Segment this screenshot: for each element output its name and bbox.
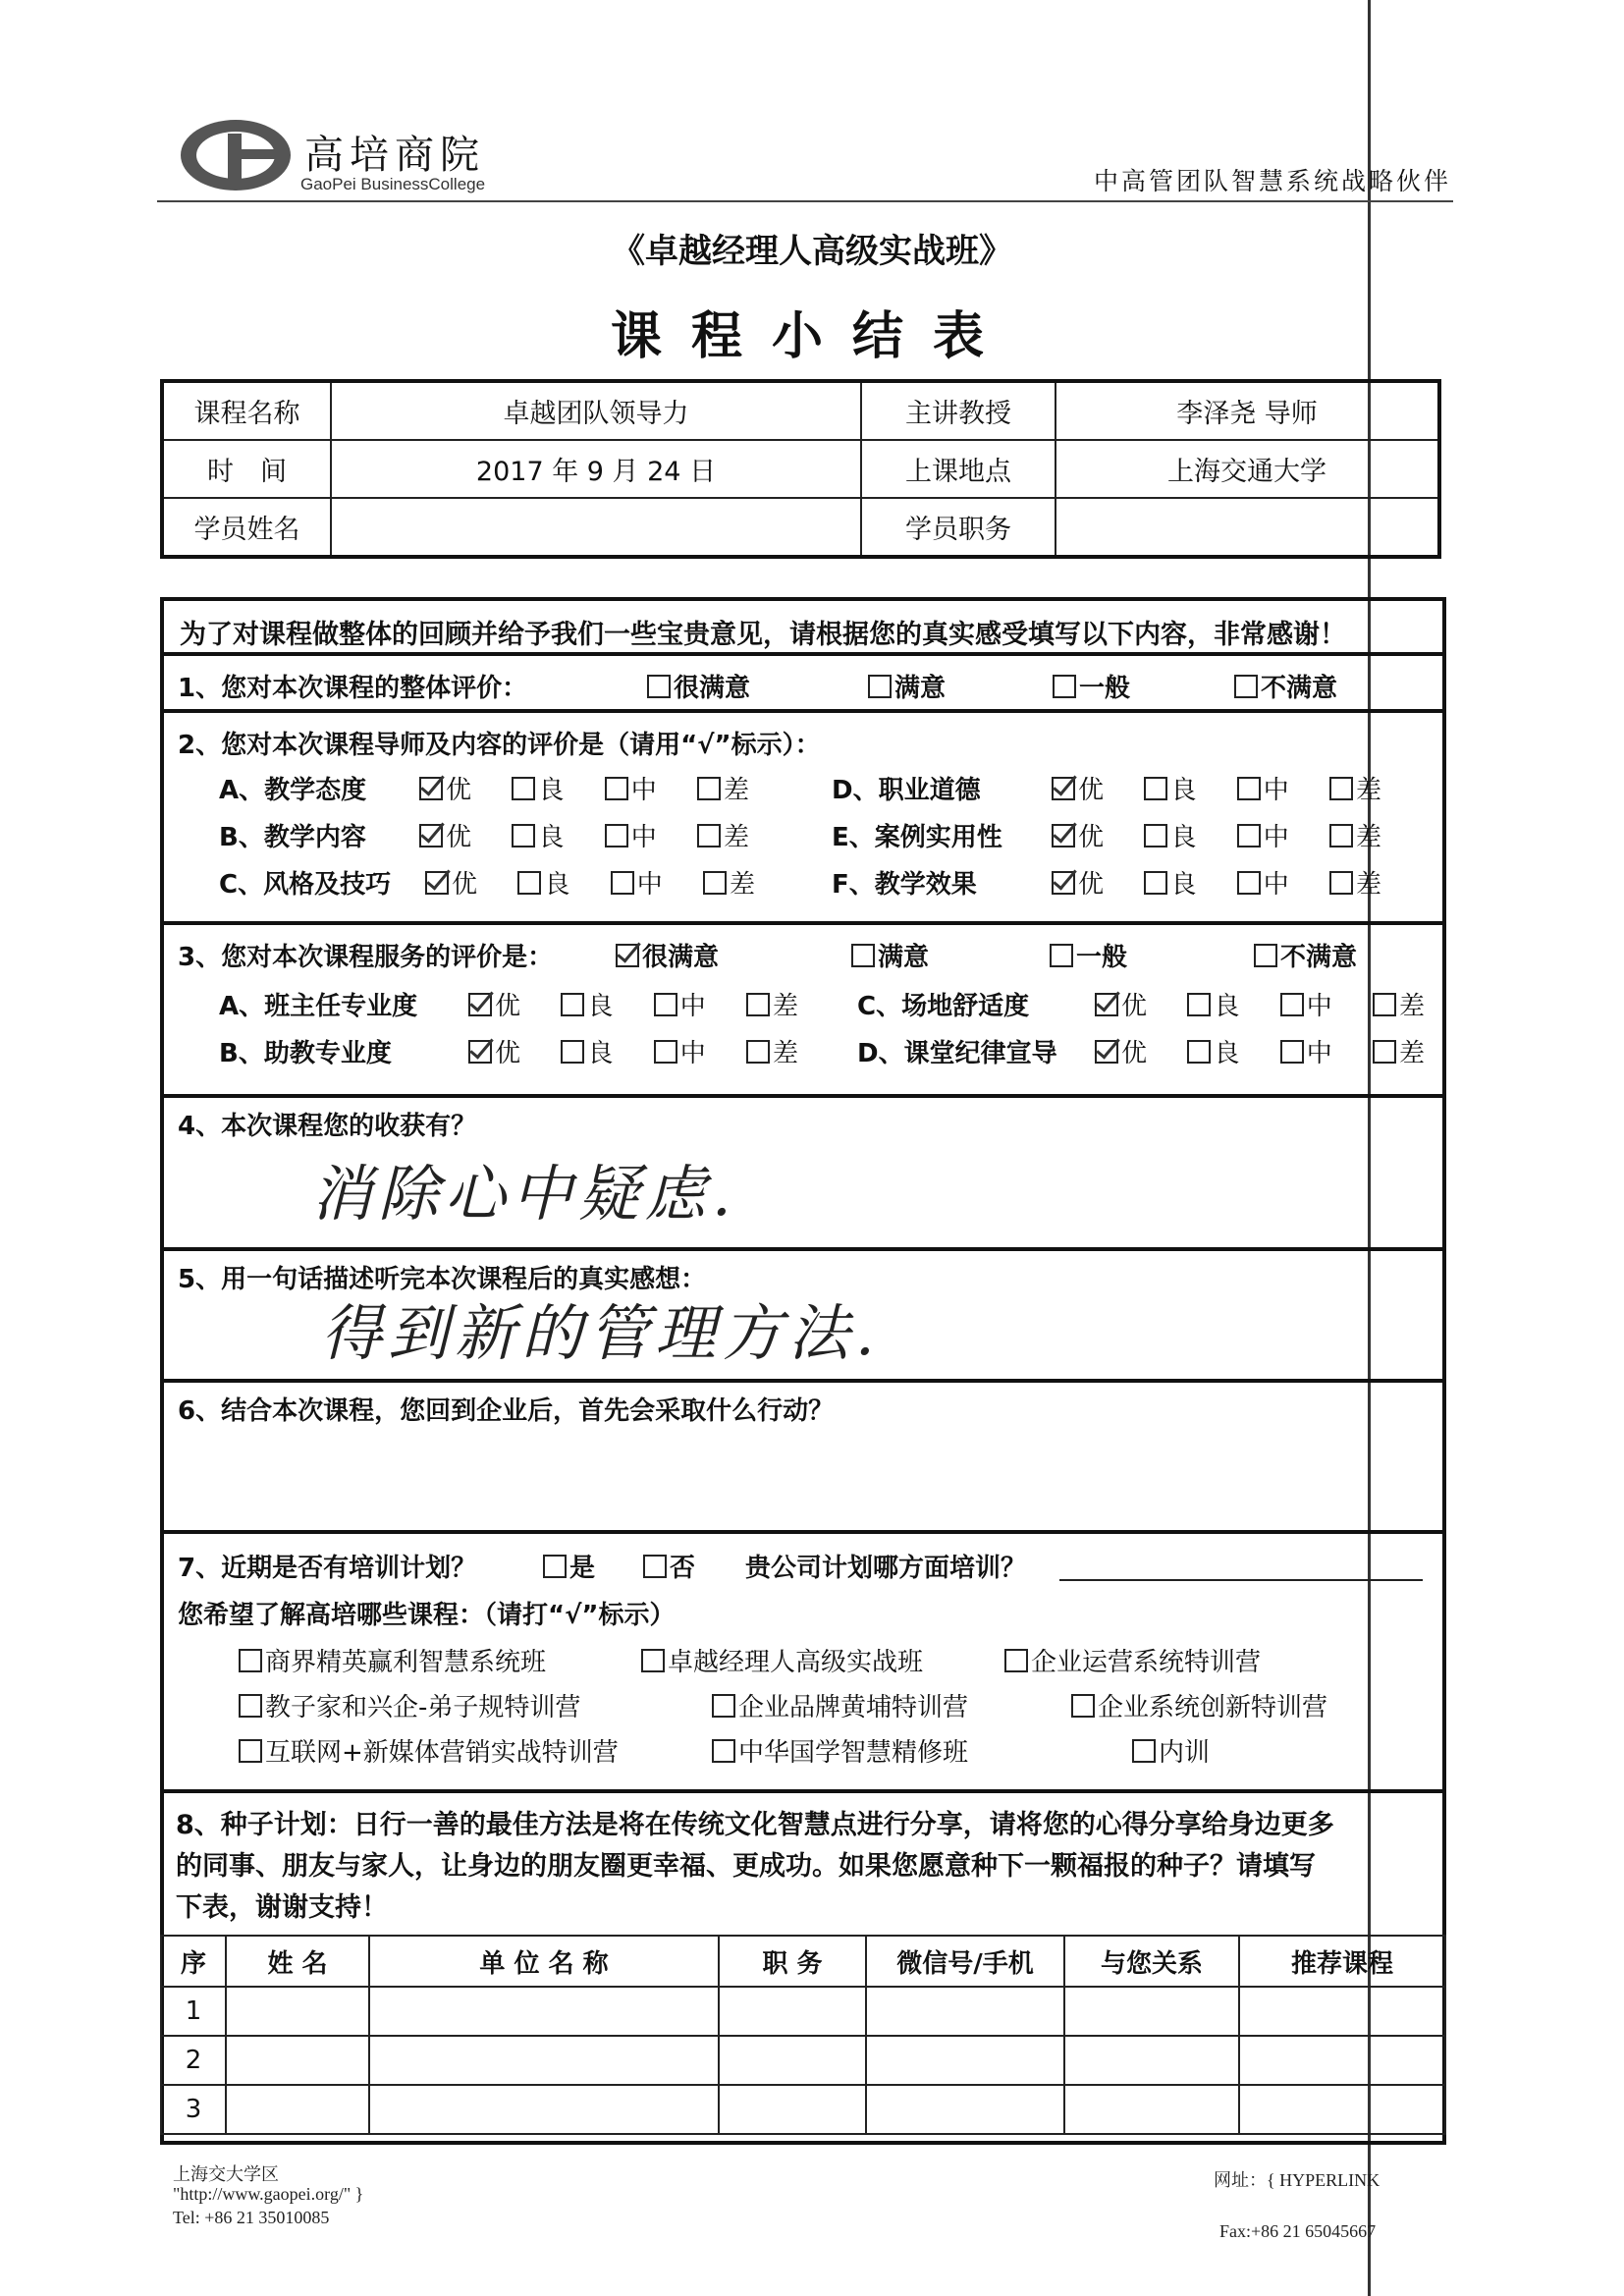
q2-d-grades[interactable]: 优 良 中 差 <box>1052 770 1381 806</box>
course-option-1[interactable]: 商界精英赢利智慧系统班 <box>239 1642 546 1678</box>
q3-option-dissatisfied[interactable]: 不满意 <box>1254 937 1357 973</box>
cell-name[interactable] <box>226 1987 369 2036</box>
checkbox-icon <box>561 1040 584 1064</box>
q2-c-grades[interactable]: 优 良 中 差 <box>425 864 755 901</box>
q3-c-grades[interactable]: 优 良 中 差 <box>1095 986 1425 1022</box>
course-option-2[interactable]: 卓越经理人高级实战班 <box>641 1642 923 1678</box>
survey-box <box>160 597 1446 2145</box>
q7-text: 7、近期是否有培训计划？ <box>178 1554 477 1583</box>
checked-box-icon <box>425 871 449 895</box>
checkbox-icon <box>703 871 727 895</box>
q3-item-b: B、助教专业度 <box>219 1039 392 1068</box>
q2-f-grades[interactable]: 优 良 中 差 <box>1052 864 1381 901</box>
q4-text: 4、本次课程您的收获有？ <box>178 1112 477 1141</box>
seed-table-header-row <box>161 1936 1445 1987</box>
q8-line-3: 下表，谢谢支持！ <box>176 1892 388 1923</box>
q1-text: 1、您对本次课程的整体评价： <box>178 674 528 703</box>
checkbox-icon <box>868 675 892 698</box>
time-label: 时 间 <box>162 440 331 498</box>
col-header-wechat-phone: 微信号/手机 <box>866 1936 1064 1987</box>
q1-option-dissatisfied[interactable]: 不满意 <box>1234 668 1337 704</box>
row-index: 1 <box>161 1987 226 2036</box>
student-position-field[interactable] <box>1056 498 1439 557</box>
course-option-6[interactable]: 企业系统创新特训营 <box>1071 1687 1327 1723</box>
q2-e-grades[interactable]: 优 良 中 差 <box>1052 817 1381 853</box>
q3-a-grades[interactable]: 优 良 中 差 <box>468 986 798 1022</box>
row-index: 3 <box>161 2085 226 2134</box>
checkbox-icon <box>643 1555 667 1578</box>
q7-which-training-label: 贵公司计划哪方面培训？ <box>745 1554 1027 1583</box>
q2-item-a: A、教学态度 <box>219 776 367 805</box>
teacher-value: 李泽尧 导师 <box>1056 381 1439 440</box>
cell-company[interactable] <box>369 2036 719 2085</box>
checkbox-icon <box>512 824 535 847</box>
col-header-company: 单 位 名 称 <box>369 1936 719 1987</box>
cell-company[interactable] <box>369 1987 719 2036</box>
q4-handwritten-answer[interactable]: 消除心中疑虑. <box>311 1158 737 1230</box>
course-option-4[interactable]: 教子家和兴企-弟子规特训营 <box>239 1687 580 1723</box>
checkbox-icon <box>641 1649 665 1672</box>
checkbox-icon <box>1144 777 1167 800</box>
q2-section <box>164 709 1442 921</box>
q7-option-yes[interactable]: 是 <box>543 1548 595 1584</box>
checkbox-icon <box>697 824 721 847</box>
course-option-5[interactable]: 企业品牌黄埔特训营 <box>712 1687 968 1723</box>
q5-section <box>164 1247 1442 1379</box>
checkbox-icon <box>1234 675 1258 698</box>
q5-handwritten-answer[interactable]: 得到新的管理方法. <box>321 1297 881 1369</box>
q2-item-e: E、案例实用性 <box>832 823 1002 852</box>
footer-fax: Fax:+86 21 65045667 <box>1219 2221 1377 2241</box>
q8-section <box>164 1789 1442 1939</box>
q2-item-b: B、教学内容 <box>219 823 366 852</box>
q4-section <box>164 1094 1442 1247</box>
cell-relationship[interactable] <box>1064 1987 1239 2036</box>
checked-box-icon <box>1052 777 1075 800</box>
brand-name-en: GaoPei BusinessCollege <box>300 175 486 193</box>
checkbox-icon <box>239 1649 262 1672</box>
checkbox-icon <box>746 1040 770 1064</box>
course-option-9[interactable]: 内训 <box>1132 1732 1210 1769</box>
checkbox-icon <box>851 944 875 967</box>
q8-line-2: 的同事、朋友与家人，让身边的朋友圈更幸福、更成功。如果您愿意种下一颗福报的种子？请填写 <box>176 1851 1316 1882</box>
footer-tel: Tel: +86 21 35010085 <box>173 2208 330 2227</box>
cell-course[interactable] <box>1239 2085 1445 2134</box>
gaopei-logo <box>177 116 295 194</box>
checkbox-icon <box>1329 777 1353 800</box>
course-name-value: 卓越团队领导力 <box>331 381 861 440</box>
checkbox-icon <box>239 1739 262 1763</box>
q1-option-very-satisfied[interactable]: 很满意 <box>647 668 750 704</box>
col-header-index: 序 <box>161 1936 226 1987</box>
q2-text: 2、您对本次课程导师及内容的评价是（请用“√”标示）： <box>178 731 821 760</box>
checkbox-icon <box>1144 871 1167 895</box>
checkbox-icon <box>1237 871 1261 895</box>
checkbox-icon <box>746 993 770 1016</box>
teacher-label: 主讲教授 <box>861 381 1056 440</box>
q3-item-c: C、场地舒适度 <box>857 992 1030 1021</box>
checkbox-icon <box>1004 1649 1028 1672</box>
form-title: 课程小结表 <box>610 307 1013 366</box>
cell-name[interactable] <box>226 2036 369 2085</box>
cell-wechat-phone[interactable] <box>866 2036 1064 2085</box>
q3-option-satisfied[interactable]: 满意 <box>851 937 929 973</box>
footer-url[interactable]: "http://www.gaopei.org/" } <box>173 2184 364 2204</box>
cell-wechat-phone[interactable] <box>866 1987 1064 2036</box>
student-name-field[interactable] <box>331 498 861 557</box>
q1-section <box>164 652 1442 709</box>
checkbox-icon <box>1187 993 1211 1016</box>
q2-a-grades[interactable]: 优 良 中 差 <box>419 770 749 806</box>
checked-box-icon <box>1052 871 1075 895</box>
cell-wechat-phone[interactable] <box>866 2085 1064 2134</box>
footer-campus: 上海交大学区 <box>173 2164 279 2184</box>
checkbox-icon <box>654 1040 677 1064</box>
cell-company[interactable] <box>369 2085 719 2134</box>
q7-option-no[interactable]: 否 <box>643 1548 695 1584</box>
checkbox-icon <box>647 675 671 698</box>
checkbox-icon <box>712 1694 735 1718</box>
q2-item-c: C、风格及技巧 <box>219 870 392 900</box>
checkbox-icon <box>605 777 628 800</box>
student-position-label: 学员职务 <box>861 498 1056 557</box>
q3-item-d: D、课堂纪律宣导 <box>857 1039 1057 1068</box>
checkbox-icon <box>1373 993 1396 1016</box>
q3-option-average[interactable]: 一般 <box>1050 937 1127 973</box>
course-name-label: 课程名称 <box>162 381 331 440</box>
q2-b-grades[interactable]: 优 良 中 差 <box>419 817 749 853</box>
checkbox-icon <box>239 1694 262 1718</box>
col-header-relationship: 与您关系 <box>1064 1936 1239 1987</box>
checkbox-icon <box>512 777 535 800</box>
cell-name[interactable] <box>226 2085 369 2134</box>
table-row <box>161 2085 1445 2134</box>
q6-text: 6、结合本次课程，您回到企业后，首先会采取什么行动？ <box>178 1396 835 1426</box>
checkbox-icon <box>1187 1040 1211 1064</box>
place-label: 上课地点 <box>861 440 1056 498</box>
checkbox-icon <box>517 871 541 895</box>
checkbox-icon <box>1254 944 1277 967</box>
cell-relationship[interactable] <box>1064 2036 1239 2085</box>
q7-which-training-field[interactable] <box>1059 1579 1423 1581</box>
checkbox-icon <box>561 993 584 1016</box>
table-row <box>161 1987 1445 2036</box>
q3-d-grades[interactable]: 优 良 中 差 <box>1095 1033 1425 1069</box>
q3-section <box>164 921 1442 1094</box>
checkbox-icon <box>1373 1040 1396 1064</box>
q2-item-d: D、职业道德 <box>832 776 981 805</box>
checked-box-icon <box>616 944 639 967</box>
checkbox-icon <box>1132 1739 1156 1763</box>
checked-box-icon <box>468 1040 492 1064</box>
course-option-7[interactable]: 互联网+新媒体营销实战特训营 <box>239 1732 619 1769</box>
row-index: 2 <box>161 2036 226 2085</box>
checked-box-icon <box>1052 824 1075 847</box>
checkbox-icon <box>697 777 721 800</box>
checkbox-icon <box>1050 944 1073 967</box>
footer-web-label: 网址：{ HYPERLINK <box>1214 2170 1380 2190</box>
checkbox-icon <box>1329 871 1353 895</box>
checkbox-icon <box>611 871 634 895</box>
header-divider <box>157 200 1453 202</box>
checkbox-icon <box>605 824 628 847</box>
seed-plan-table <box>160 1935 1446 2135</box>
student-name-label: 学员姓名 <box>162 498 331 557</box>
cell-course[interactable] <box>1239 2036 1445 2085</box>
course-title: 《卓越经理人高级实战班》 <box>612 232 1012 271</box>
q3-option-very-satisfied[interactable]: 很满意 <box>616 937 719 973</box>
checkbox-icon <box>1237 777 1261 800</box>
checkbox-icon <box>1144 824 1167 847</box>
course-option-8[interactable]: 中华国学智慧精修班 <box>712 1732 968 1769</box>
q1-option-average[interactable]: 一般 <box>1053 668 1130 704</box>
cell-relationship[interactable] <box>1064 2085 1239 2134</box>
checkbox-icon <box>1280 1040 1304 1064</box>
col-header-name: 姓 名 <box>226 1936 369 1987</box>
checkbox-icon <box>654 993 677 1016</box>
q3-b-grades[interactable]: 优 良 中 差 <box>468 1033 798 1069</box>
course-info-table <box>160 379 1441 559</box>
q3-item-a: A、班主任专业度 <box>219 992 418 1021</box>
brand-name-cn: 高培商院 <box>304 133 485 178</box>
q1-option-satisfied[interactable]: 满意 <box>868 668 946 704</box>
q7-section <box>164 1530 1442 1789</box>
q8-line-1: 8、种子计划：日行一善的最佳方法是将在传统文化智慧点进行分享，请将您的心得分享给身边更多 <box>176 1810 1334 1840</box>
q2-item-f: F、教学效果 <box>832 870 977 900</box>
table-row <box>161 2036 1445 2085</box>
checked-box-icon <box>419 824 443 847</box>
checked-box-icon <box>1095 993 1118 1016</box>
cell-position[interactable] <box>719 2036 866 2085</box>
checked-box-icon <box>419 777 443 800</box>
checkbox-icon <box>1329 824 1353 847</box>
col-header-position: 职 务 <box>719 1936 866 1987</box>
tagline: 中高管团队智慧系统战略伙伴 <box>1093 167 1451 195</box>
q6-section <box>164 1379 1442 1530</box>
q7-wish-text: 您希望了解高培哪些课程：（请打“√”标示） <box>178 1601 676 1630</box>
col-header-recommended-course: 推荐课程 <box>1239 1936 1445 1987</box>
q3-text: 3、您对本次课程服务的评价是： <box>178 943 554 972</box>
checkbox-icon <box>1053 675 1076 698</box>
cell-course[interactable] <box>1239 1987 1445 2036</box>
course-option-3[interactable]: 企业运营系统特训营 <box>1004 1642 1261 1678</box>
q5-text: 5、用一句话描述听完本次课程后的真实感想： <box>178 1265 707 1294</box>
checkbox-icon <box>1237 824 1261 847</box>
checked-box-icon <box>1095 1040 1118 1064</box>
intro-text: 为了对课程做整体的回顾并给予我们一些宝贵意见，请根据您的真实感受填写以下内容，非常感谢！ <box>180 620 1346 650</box>
checkbox-icon <box>1071 1694 1095 1718</box>
time-value: 2017 年 9 月 24 日 <box>331 440 861 498</box>
checkbox-icon <box>543 1555 567 1578</box>
place-value: 上海交通大学 <box>1056 440 1439 498</box>
cell-position[interactable] <box>719 1987 866 2036</box>
checked-box-icon <box>468 993 492 1016</box>
checkbox-icon <box>1280 993 1304 1016</box>
cell-position[interactable] <box>719 2085 866 2134</box>
checkbox-icon <box>712 1739 735 1763</box>
